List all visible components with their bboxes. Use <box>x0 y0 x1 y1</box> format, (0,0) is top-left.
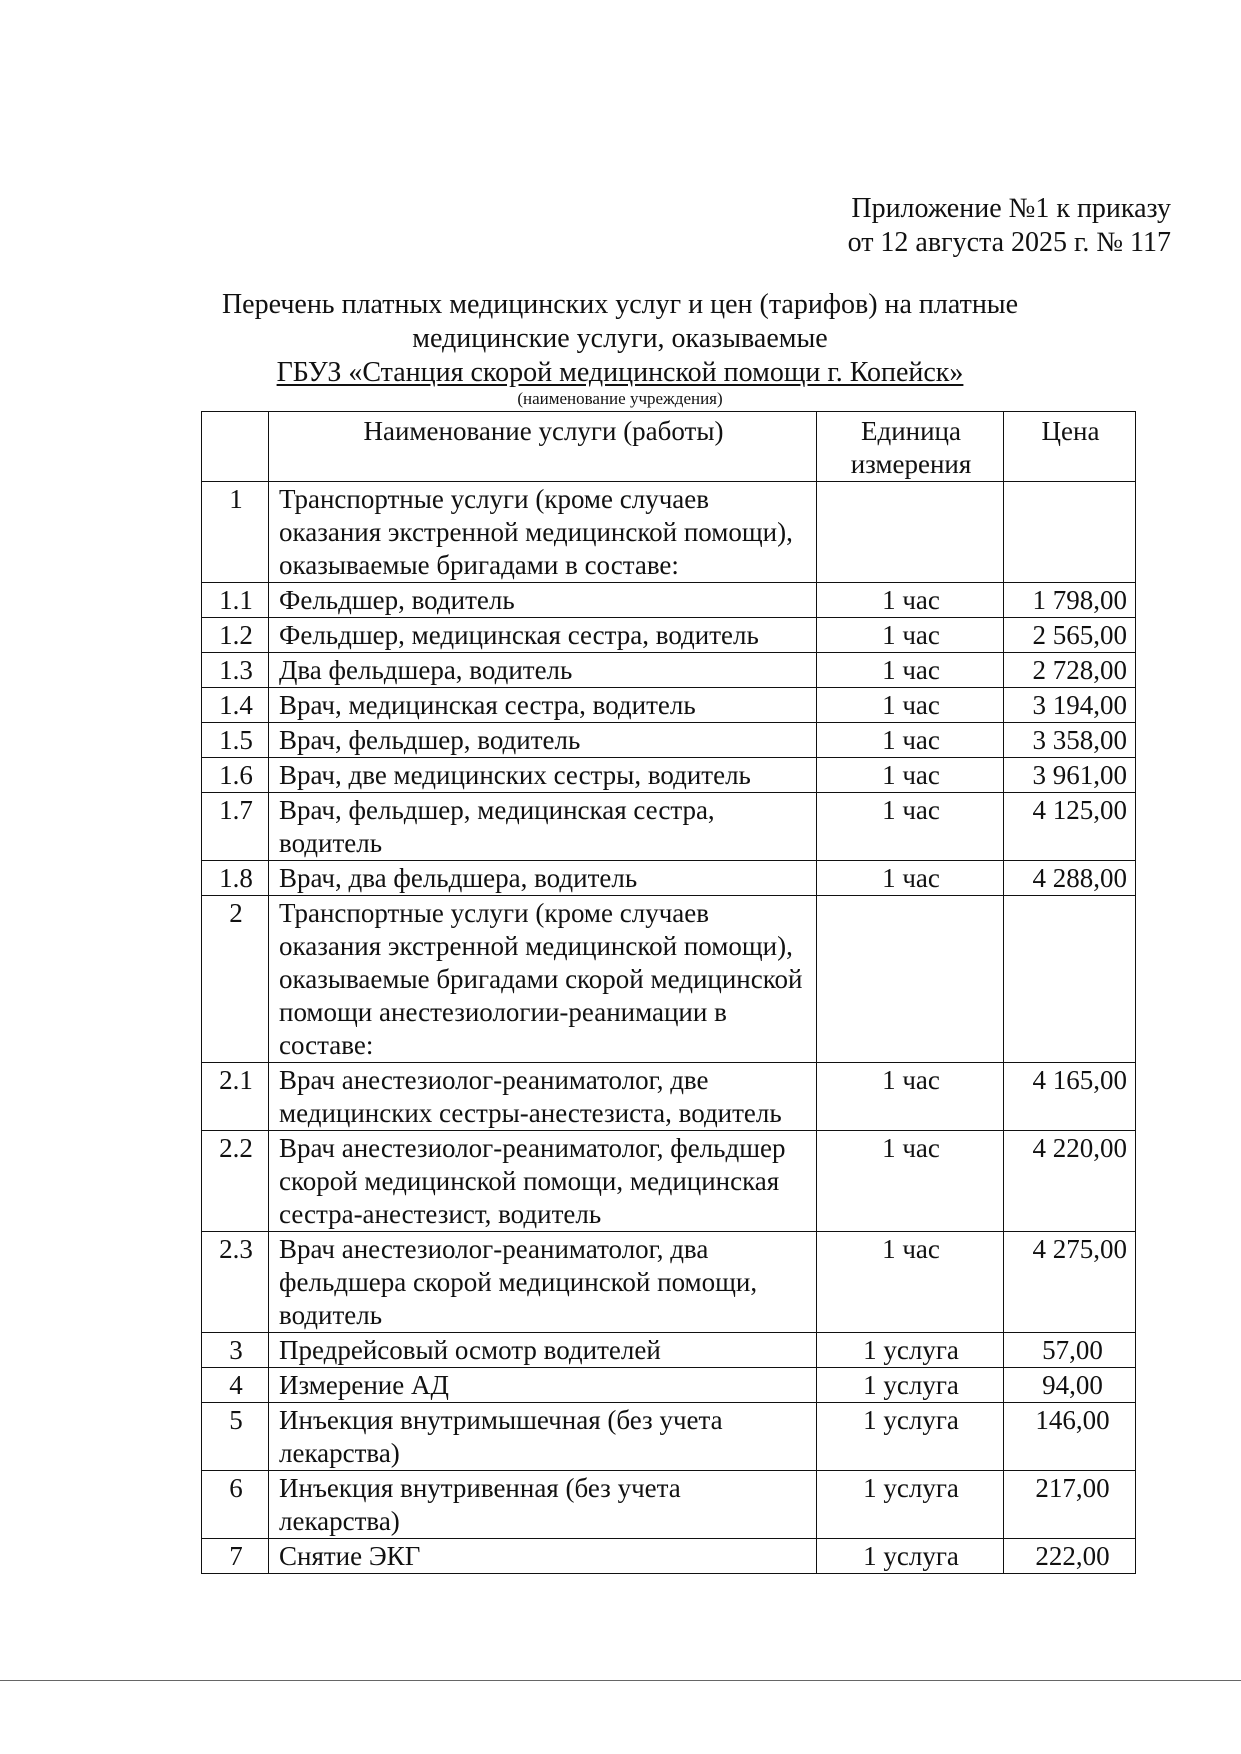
row-price: 222,00 <box>1004 1539 1136 1574</box>
row-unit: 1 час <box>817 688 1004 723</box>
row-number: 2.1 <box>202 1063 269 1131</box>
row-price: 3 358,00 <box>1004 723 1136 758</box>
row-unit: 1 час <box>817 758 1004 793</box>
table-row <box>202 1471 1136 1539</box>
row-unit: 1 услуга <box>817 1471 1004 1539</box>
row-number: 7 <box>202 1539 269 1574</box>
annex-line-2: от 12 августа 2025 г. № 117 <box>847 227 1171 258</box>
row-number: 1.7 <box>202 793 269 861</box>
row-price <box>1004 896 1136 1063</box>
header-service-name: Наименование услуги (работы) <box>269 412 817 482</box>
row-service-name: Два фельдшера, водитель <box>269 653 817 688</box>
table-row <box>202 861 1136 896</box>
row-unit: 1 услуга <box>817 1333 1004 1368</box>
row-number: 1.5 <box>202 723 269 758</box>
row-number: 1.8 <box>202 861 269 896</box>
annex-line-1: Приложение №1 к приказу <box>851 193 1171 224</box>
row-unit: 1 час <box>817 1131 1004 1232</box>
price-table <box>201 411 1136 1574</box>
document-title <box>200 288 1040 390</box>
table-row <box>202 1333 1136 1368</box>
row-unit: 1 час <box>817 723 1004 758</box>
table-row <box>202 1368 1136 1403</box>
header-price: Цена <box>1004 412 1136 482</box>
table-row <box>202 653 1136 688</box>
row-number: 1 <box>202 482 269 583</box>
row-price: 94,00 <box>1004 1368 1136 1403</box>
row-service-name: Врач, медицинская сестра, водитель <box>269 688 817 723</box>
row-service-name: Предрейсовый осмотр водителей <box>269 1333 817 1368</box>
row-price: 4 220,00 <box>1004 1131 1136 1232</box>
header-unit: Единица измерения <box>817 412 1004 482</box>
row-unit: 1 час <box>817 1232 1004 1333</box>
row-service-name: Врач, фельдшер, медицинская сестра, водитель <box>269 793 817 861</box>
row-price: 2 728,00 <box>1004 653 1136 688</box>
row-number: 1.1 <box>202 583 269 618</box>
table-row <box>202 1063 1136 1131</box>
row-price: 1 798,00 <box>1004 583 1136 618</box>
row-price: 4 275,00 <box>1004 1232 1136 1333</box>
table-row <box>202 583 1136 618</box>
row-price: 3 194,00 <box>1004 688 1136 723</box>
row-unit: 1 час <box>817 618 1004 653</box>
row-unit: 1 услуга <box>817 1403 1004 1471</box>
table-body <box>202 482 1136 1574</box>
row-unit: 1 час <box>817 653 1004 688</box>
row-price: 57,00 <box>1004 1333 1136 1368</box>
table-row <box>202 688 1136 723</box>
row-number: 2 <box>202 896 269 1063</box>
table-row <box>202 1539 1136 1574</box>
row-price: 2 565,00 <box>1004 618 1136 653</box>
row-service-name: Врач, две медицинских сестры, водитель <box>269 758 817 793</box>
row-service-name: Снятие ЭКГ <box>269 1539 817 1574</box>
row-service-name: Врач анестезиолог-реаниматолог, фельдшер скорой медицинской помощи, медицинская сестра-анестезист, водитель <box>269 1131 817 1232</box>
row-unit: 1 час <box>817 583 1004 618</box>
table-row <box>202 793 1136 861</box>
row-price: 217,00 <box>1004 1471 1136 1539</box>
row-service-name: Инъекция внутривенная (без учета лекарства) <box>269 1471 817 1539</box>
row-price: 4 288,00 <box>1004 861 1136 896</box>
row-number: 1.4 <box>202 688 269 723</box>
organization-name: ГБУЗ «Станция скорой медицинской помощи г. Копейск» <box>276 357 964 388</box>
page-bottom-rule <box>0 1680 1241 1681</box>
table-row <box>202 758 1136 793</box>
row-number: 3 <box>202 1333 269 1368</box>
row-price: 3 961,00 <box>1004 758 1136 793</box>
table-row <box>202 723 1136 758</box>
row-number: 4 <box>202 1368 269 1403</box>
row-service-name: Врач анестезиолог-реаниматолог, два фельдшера скорой медицинской помощи, водитель <box>269 1232 817 1333</box>
row-number: 2.3 <box>202 1232 269 1333</box>
row-number: 2.2 <box>202 1131 269 1232</box>
table-header-row <box>202 412 1136 482</box>
row-number: 5 <box>202 1403 269 1471</box>
row-service-name: Фельдшер, водитель <box>269 583 817 618</box>
row-service-name: Врач, два фельдшера, водитель <box>269 861 817 896</box>
row-number: 1.6 <box>202 758 269 793</box>
row-unit: 1 час <box>817 793 1004 861</box>
row-price: 4 165,00 <box>1004 1063 1136 1131</box>
row-service-name: Измерение АД <box>269 1368 817 1403</box>
row-unit: 1 час <box>817 861 1004 896</box>
annex-reference <box>848 192 1171 260</box>
table-row <box>202 1131 1136 1232</box>
row-price: 146,00 <box>1004 1403 1136 1471</box>
row-unit <box>817 482 1004 583</box>
row-service-name: Врач анестезиолог-реаниматолог, две медицинских сестры-анестезиста, водитель <box>269 1063 817 1131</box>
row-unit <box>817 896 1004 1063</box>
title-line-1: Перечень платных медицинских услуг и цен (тарифов) на платные <box>221 289 1019 320</box>
title-line-2: медицинские услуги, оказываемые <box>412 323 828 354</box>
row-unit: 1 услуга <box>817 1539 1004 1574</box>
header-number <box>202 412 269 482</box>
row-service-name: Транспортные услуги (кроме случаев оказания экстренной медицинской помощи), оказываемые бригадами в составе: <box>269 482 817 583</box>
row-price: 4 125,00 <box>1004 793 1136 861</box>
row-service-name: Инъекция внутримышечная (без учета лекарства) <box>269 1403 817 1471</box>
table-row <box>202 1403 1136 1471</box>
row-price <box>1004 482 1136 583</box>
row-service-name: Фельдшер, медицинская сестра, водитель <box>269 618 817 653</box>
row-number: 1.2 <box>202 618 269 653</box>
row-service-name: Врач, фельдшер, водитель <box>269 723 817 758</box>
organization-note: (наименование учреждения) <box>517 389 723 408</box>
table-row <box>202 896 1136 1063</box>
table-row <box>202 618 1136 653</box>
row-unit: 1 услуга <box>817 1368 1004 1403</box>
row-service-name: Транспортные услуги (кроме случаев оказания экстренной медицинской помощи), оказываемые бригадами скорой медицинской помощи анестезиологии-реанимации в составе: <box>269 896 817 1063</box>
row-unit: 1 час <box>817 1063 1004 1131</box>
row-number: 6 <box>202 1471 269 1539</box>
table-row <box>202 1232 1136 1333</box>
row-number: 1.3 <box>202 653 269 688</box>
table-row <box>202 482 1136 583</box>
